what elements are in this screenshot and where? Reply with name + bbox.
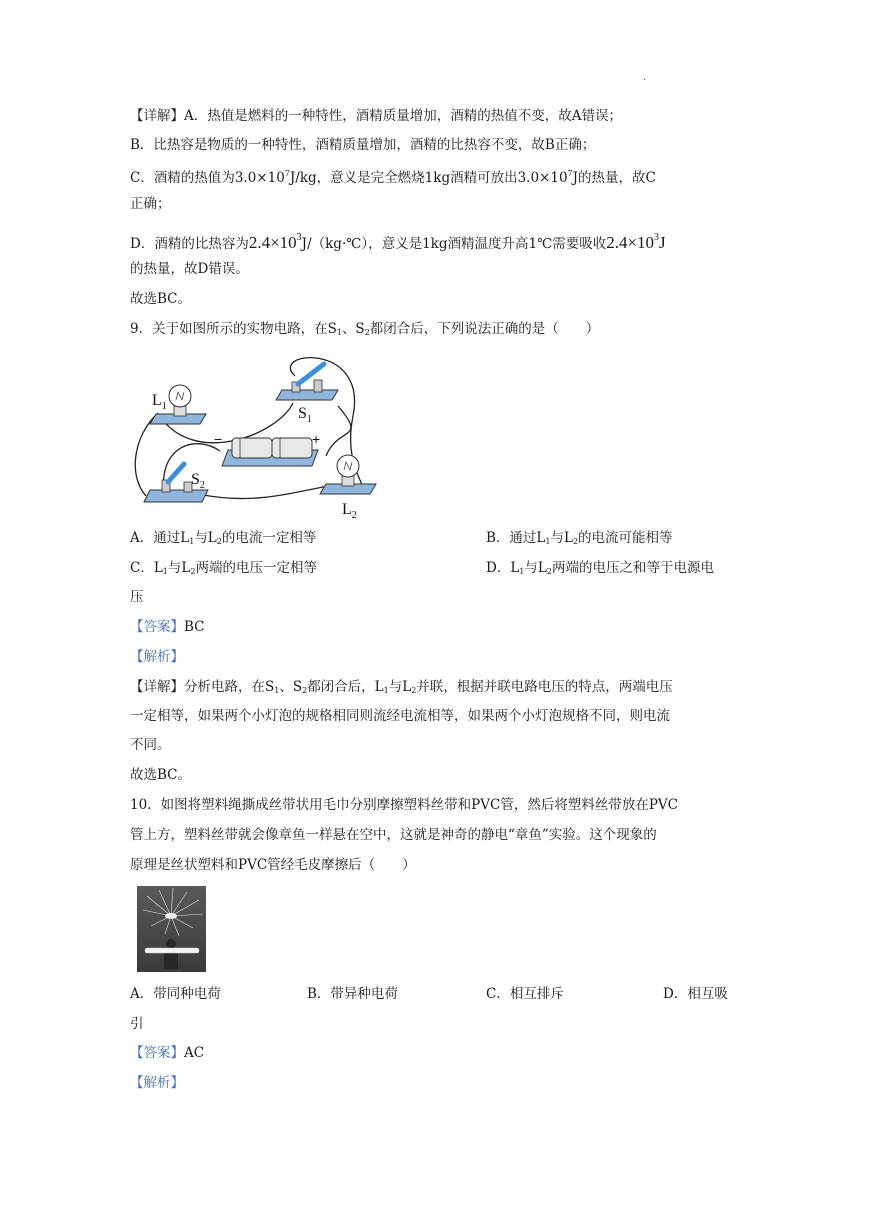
q10-option-d[interactable]: D．相互吸 (663, 986, 728, 1002)
q9-option-b[interactable] (486, 528, 673, 552)
q10-option-a[interactable]: A．带同种电荷 (130, 986, 221, 1002)
label-s1-sub: 1 (306, 414, 312, 425)
q9-b-pre: B．通过L (486, 530, 546, 546)
q9-c-sub1: 1 (162, 567, 168, 576)
q10-option-b[interactable]: B．带异种电荷 (307, 986, 398, 1002)
svg-text:S1 (298, 405, 312, 425)
q9-option-d-wrap: 压 (130, 589, 144, 605)
q10-stem-line1: 10．如图将塑料绳撕成丝带状用毛巾分别摩擦塑料丝带和PVC管，然后将塑料丝带放在PVC (130, 797, 679, 813)
page-mark: . (643, 72, 647, 83)
c-exp-2: 7 (567, 169, 573, 178)
d-val-2: 2.4×10 (606, 233, 655, 252)
label-l1: L (152, 392, 162, 409)
q9-option-c[interactable] (130, 558, 317, 582)
detail-a-text: A．热值是燃料的一种特性，酒精质量增加，酒精的热值不变，故A错误； (184, 108, 622, 124)
d-val-1: 2.4×10 (248, 233, 297, 252)
q10-answer (130, 1043, 204, 1063)
q9-a-sub1: 1 (189, 537, 195, 546)
q9-detail-line1 (130, 677, 673, 701)
d-exp-2: 3 (654, 232, 660, 243)
q9-b-mid: 与L (550, 530, 573, 546)
q9-answer-value: BC (184, 619, 205, 635)
q9-a-pre: A．通过L (130, 530, 190, 546)
d-exp-1: 3 (296, 232, 302, 243)
q9-analysis-tag: 【解析】 (130, 649, 184, 665)
q9-detail-line3: 不同。 (130, 737, 171, 753)
q9-detail-tag: 【详解】 (130, 679, 184, 695)
q10-option-d-wrap: 引 (130, 1016, 144, 1032)
q9-detail-d: 与L (388, 679, 412, 695)
q9-sub-2: 2 (364, 328, 370, 337)
q9-d-post: 两端的电压之和等于电源电 (551, 560, 714, 576)
q9-detail-s4: 2 (411, 686, 417, 695)
wire-l1-s2 (135, 413, 158, 496)
wire-s1-battery (326, 406, 351, 456)
svg-text:L2 (342, 501, 357, 521)
q9-c-sub2: 2 (190, 567, 196, 576)
d-unit-2: J (659, 233, 666, 252)
label-s2-sub: 2 (199, 480, 205, 491)
q9-answer-tag: 【答案】 (130, 619, 184, 635)
d-formula-1 (249, 233, 302, 252)
q9-detail-c: 都闭合后，L (307, 679, 384, 695)
q9-b-post: 的电流可能相等 (578, 530, 673, 546)
circuit-diagram (128, 356, 388, 522)
q9-detail-e: 并联，根据并联电路电压的特点，两端电压 (416, 679, 673, 695)
q9-c-pre: C．L (130, 560, 163, 576)
q10-stem-line2: 管上方，塑料丝带就会像章鱼一样悬在空中，这就是神奇的静电“章鱼”实验。这个现象的 (130, 827, 657, 843)
detail-option-d (130, 228, 666, 254)
q9-option-d[interactable] (486, 558, 714, 582)
svg-text:L1 (152, 392, 167, 412)
q9-stem-b: 、S (341, 321, 365, 337)
label-l2: L (342, 501, 352, 518)
q9-a-post: 的电流一定相等 (221, 530, 317, 546)
d-text-1: D．酒精的比热容为 (130, 236, 249, 252)
detail-option-c-cont: 正确； (130, 196, 171, 212)
q10-answer-value: AC (184, 1045, 205, 1061)
detail-option-b: B．比热容是物质的一种特性，酒精质量增加，酒精的比热容不变，故B正确； (130, 137, 596, 153)
q9-detail-s2: 2 (302, 686, 308, 695)
battery-plus: + (312, 431, 321, 447)
c-text-3: J的热量，故C (572, 170, 656, 186)
q9-detail-a: 分析电路，在S (184, 679, 275, 695)
svg-text:S2 (191, 471, 205, 491)
q10-option-c[interactable]: C．相互排斥 (486, 986, 564, 1002)
q9-stem-c: 都闭合后，下列说法正确的是（ ） (369, 321, 600, 337)
switch-s1 (276, 364, 338, 400)
lamp-l2 (320, 455, 376, 494)
q9-stem-a: 9．关于如图所示的实物电路，在S (130, 321, 337, 337)
detail-option-d-cont: 的热量，故D错误。 (130, 261, 249, 277)
octopus-photo (137, 886, 206, 972)
wire-s2-l2 (198, 486, 328, 499)
d-formula-2 (606, 233, 665, 252)
q9-d-sub2: 2 (546, 567, 552, 576)
q9-c-post: 两端的电压一定相等 (195, 560, 317, 576)
q9-d-sub1: 1 (519, 567, 525, 576)
label-s1: S (298, 405, 307, 422)
label-s2: S (191, 471, 200, 488)
q9-b-sub2: 2 (572, 537, 579, 546)
c-exp-1: 7 (284, 169, 290, 178)
q9-a-sub2: 2 (216, 537, 222, 546)
battery (222, 438, 318, 466)
q10-analysis-tag: 【解析】 (130, 1075, 184, 1091)
label-l1-sub: 1 (161, 401, 167, 412)
label-l2-sub: 2 (351, 510, 357, 521)
q9-detail-s3: 1 (383, 686, 389, 695)
detail-option-c (130, 164, 656, 188)
q9-a-mid: 与L (194, 530, 217, 546)
d-unit-1: J/（kg·℃），意义是1kg酒精温度升高1℃需要吸收 (301, 236, 607, 252)
q10-stem-line3: 原理是丝状塑料和PVC管经毛皮摩擦后（ ） (130, 857, 416, 873)
q9-answer (130, 617, 205, 637)
q9-detail-b: 、S (279, 679, 303, 695)
detail-choose: 故选BC。 (130, 291, 192, 307)
q9-c-mid: 与L (167, 560, 191, 576)
q9-stem (130, 319, 599, 343)
q9-d-pre: D．L (486, 560, 520, 576)
q9-detail-s1: 1 (274, 686, 280, 695)
c-text-1: C．酒精的热值为3.0×10 (130, 170, 285, 186)
q9-sub-1: 1 (336, 328, 342, 337)
battery-minus: − (214, 431, 223, 447)
q9-d-mid: 与L (524, 560, 547, 576)
q9-b-sub1: 1 (545, 537, 551, 546)
q9-choose: 故选BC。 (130, 767, 192, 783)
q9-detail-line2: 一定相等，如果两个小灯泡的规格相同则流经电流相等，如果两个小灯泡规格不同，则电流 (130, 708, 670, 724)
detail-tag: 【详解】 (130, 108, 184, 124)
q9-option-a[interactable] (130, 528, 316, 552)
detail-option-a (130, 106, 622, 126)
q10-answer-tag: 【答案】 (130, 1045, 184, 1061)
c-text-2: J/kg，意义是完全燃烧1kg酒精可放出3.0×10 (289, 170, 568, 186)
